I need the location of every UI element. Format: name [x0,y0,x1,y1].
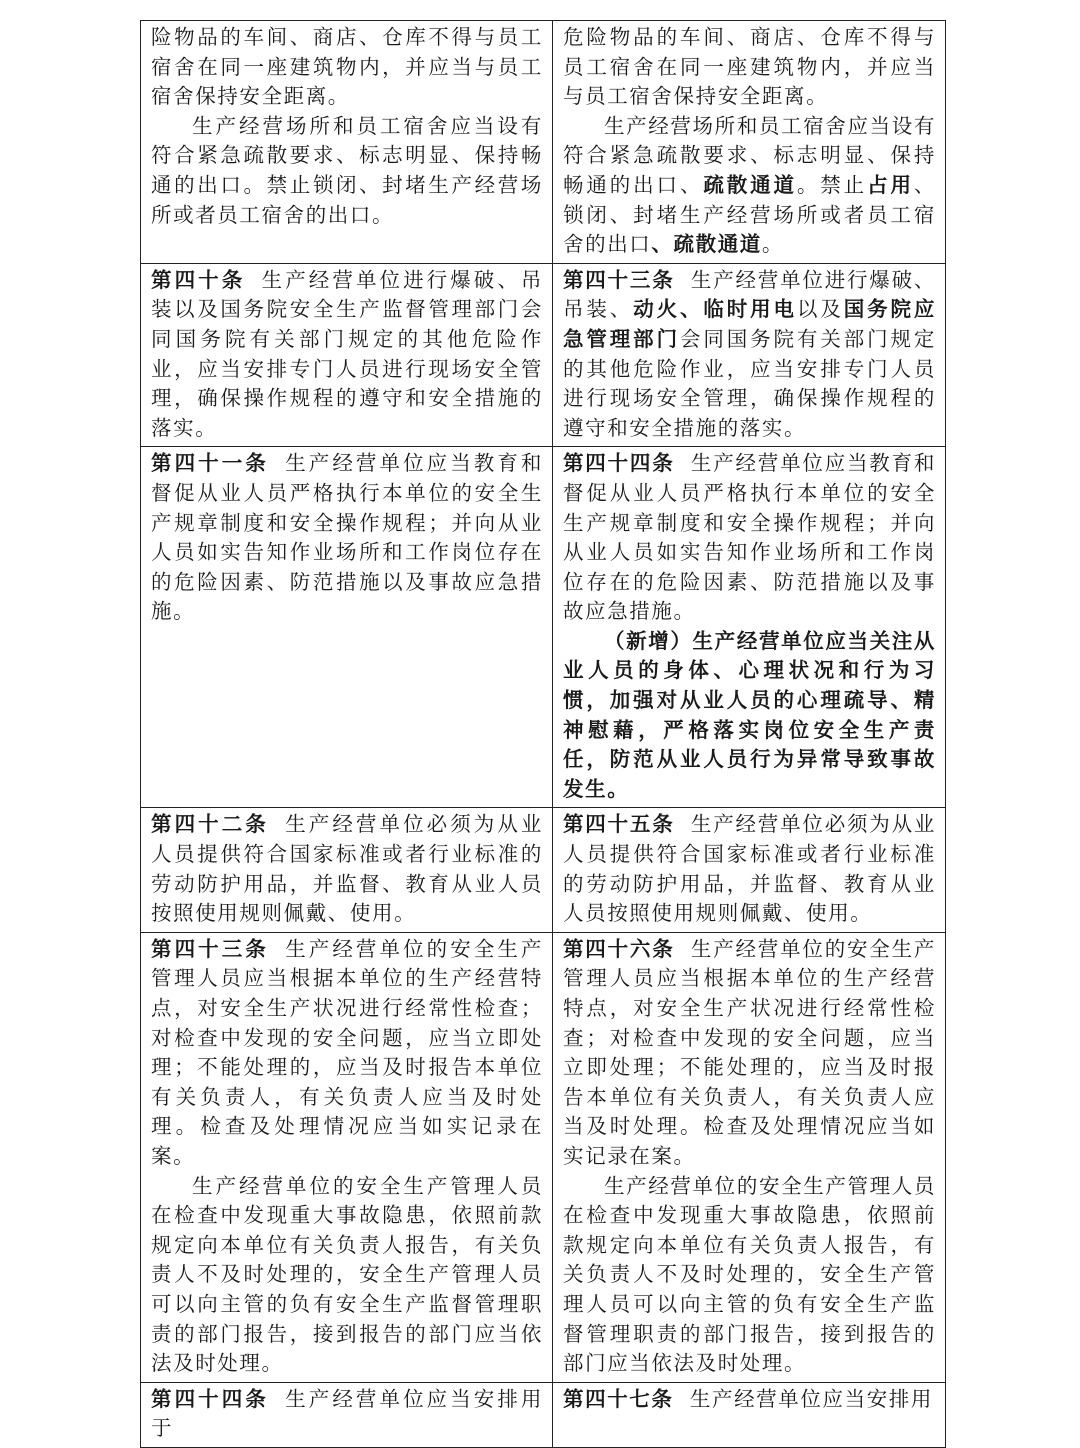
provision-text: 生产经营单位进行爆破、吊装、 [563,267,936,322]
table-row [141,808,946,932]
table-row [141,1382,946,1447]
article-number: 第四十一条 [151,451,269,476]
provision-text: 生产经营单位的安全生产管理人员应当根据本单位的生产经营特点，对安全生产状况进行经常性检查；对检查中发现的安全问题，应当立即处理；不能处理的，应当及时报告本单位有关负责人，有关负责人应当及时处理。检查及处理情况应当如实记录在案。 [563,936,936,1168]
article-number: 第四十条 [151,267,246,292]
provision-paragraph: 生产经营单位的安全生产管理人员在检查中发现重大事故隐患，依照前款规定向本单位有关负责人报告，有关负责人不及时处理的，安全生产管理人员可以向主管的负有安全生产监督管理职责的部门报告，接到报告的部门应当依法及时处理。 [151,1173,543,1376]
provision-paragraph: 危险物品的车间、商店、仓库不得与员工宿舍在同一座建筑物内，并应当与员工宿舍保持安全距离。 [563,25,936,109]
revised-text: 国务院应急管理部门 [563,297,937,351]
provision-paragraph [151,266,543,444]
provision-paragraph [151,449,543,627]
new-provision-cell [553,808,946,932]
provision-paragraph: 生产经营单位的安全生产管理人员在检查中发现重大事故隐患，依照前款规定向本单位有关负责人报告，有关负责人不及时处理的，安全生产管理人员可以向主管的负有安全生产监督管理职责的部门报告，接到报告的部门应当依法及时处理。 [563,1173,936,1376]
provision-paragraph [563,266,936,444]
new-provision-cell [553,1382,946,1447]
provision-text: 生产经营单位应当安排用 [689,1386,933,1411]
provision-text: 、锁闭、封堵生产经营场所或者员工宿舍的出口 [563,172,936,257]
table-row [141,932,946,1382]
revised-text: 动火、临时用电 [633,297,797,322]
provision-paragraph [563,810,936,928]
provision-paragraph: 生产经营场所和员工宿舍应当设有符合紧急疏散要求、标志明显、保持畅通的出口。禁止锁闭、封堵生产经营场所或者员工宿舍的出口。 [151,113,543,227]
provision-text: 生产经营单位必须为从业人员提供符合国家标准或者行业标准的劳动防护用品，并监督、教育从业人员按照使用规则佩戴、使用。 [151,812,544,926]
table-row [141,21,946,264]
provision-text: 生产经营单位进行爆破、吊装以及国务院安全生产监督管理部门会同国务院有关部门规定的其他危险作业，应当安排专门人员进行现场安全管理，确保操作规程的遵守和安全措施的落实。 [151,267,544,440]
table-row [141,263,946,447]
provision-text: 生产经营场所和员工宿舍应当设有符合紧急疏散要求、标志明显、保持畅通的出口、 [563,113,936,197]
revised-text: 占用 [867,172,914,197]
provision-text: 以及 [796,297,844,322]
provision-text: 生产经营单位必须为从业人员提供符合国家标准或者行业标准的劳动防护用品，并监督、教育从业人员按照使用规则佩戴、使用。 [563,812,936,926]
provision-text: 生产经营单位的安全生产管理人员应当根据本单位的生产经营特点，对安全生产状况进行经常性检查；对检查中发现的安全问题，应当立即处理；不能处理的，应当及时报告本单位有关负责人，有关负责人应当及时处理。检查及处理情况应当如实记录在案。 [151,936,544,1168]
provision-text: 生产经营单位应当安排用于 [151,1386,544,1441]
old-provision-cell [141,808,553,932]
old-provision-cell [141,21,553,264]
article-number: 第四十七条 [563,1386,674,1411]
provision-text: 。禁止 [796,172,868,197]
provision-paragraph [151,935,543,1172]
old-provision-cell [141,447,553,808]
article-number: 第四十三条 [563,267,675,292]
new-provision-cell [553,21,946,264]
provision-text: 生产经营单位应当教育和督促从业人员严格执行本单位的安全生产规章制度和安全操作规程；并向从业人员如实告知作业场所和工作岗位存在的危险因素、防范措施以及事故应急措施。 [563,451,936,624]
article-number: 第四十六条 [563,936,675,961]
provision-paragraph [563,935,936,1172]
old-provision-cell [141,932,553,1382]
new-provision-cell [553,447,946,808]
provision-text: 会同国务院有关部门规定的其他危险作业，应当安排专门人员进行现场安全管理，确保操作规程的遵守和安全措施的落实。 [563,326,936,440]
law-comparison-table [140,20,946,1448]
old-provision-cell [141,1382,553,1447]
article-number: 第四十三条 [151,936,269,961]
revised-text: 、疏散通道 [651,232,762,257]
provision-paragraph [151,810,543,928]
provision-paragraph: 险物品的车间、商店、仓库不得与员工宿舍在同一座建筑物内，并应当与员工宿舍保持安全距离。 [151,25,543,109]
article-number: 第四十五条 [563,812,675,837]
article-number: 第四十四条 [151,1386,269,1411]
table-row [141,447,946,808]
provision-text: 生产经营单位应当教育和督促从业人员严格执行本单位的安全生产规章制度和安全操作规程；并向从业人员如实告知作业场所和工作岗位存在的危险因素、防范措施以及事故应急措施。 [151,451,544,624]
new-provision-cell [553,932,946,1382]
article-number: 第四十四条 [563,451,675,476]
provision-paragraph [563,112,936,260]
new-provision-cell [553,263,946,447]
provision-paragraph [563,449,936,627]
provision-paragraph [563,1385,936,1415]
article-number: 第四十二条 [151,812,269,837]
new-added-paragraph: （新增）生产经营单位应当关注从业人员的身体、心理状况和行为习惯，加强对从业人员的心理疏导、精神慰藉，严格落实岗位安全生产责任，防范从业人员行为异常导致事故发生。 [563,628,936,801]
old-provision-cell [141,263,553,447]
revised-text: 疏散通道 [703,172,797,197]
provision-paragraph [151,1385,543,1444]
provision-text: 。 [761,232,785,257]
